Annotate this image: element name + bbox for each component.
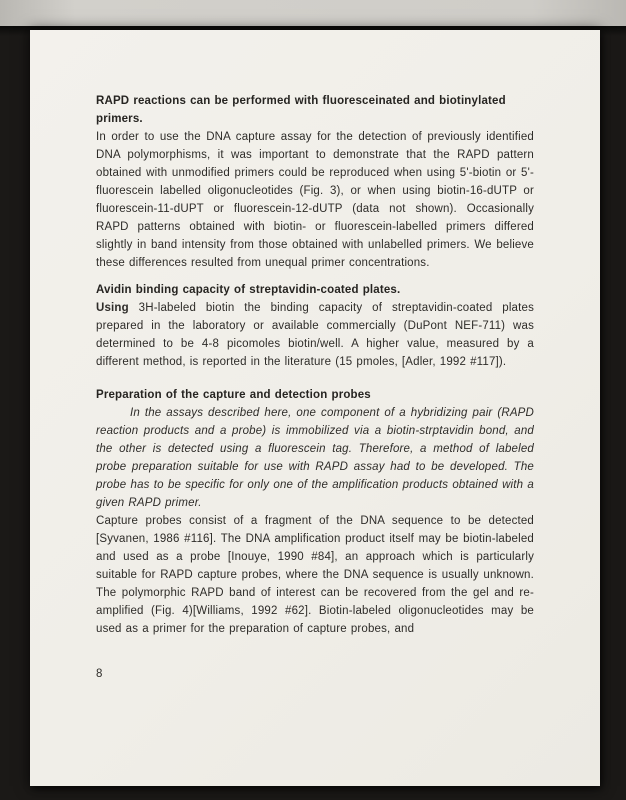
section-heading: Avidin binding capacity of streptavidin-coated plates. <box>96 284 401 296</box>
paragraph-lead-word: Using <box>96 302 129 314</box>
paragraph <box>96 299 534 371</box>
paragraph-italic: In the assays described here, one component of a hybridizing pair (RAPD reaction products and a probe) is immobilized via a biotin-strptavidin bond, and the other is detected using a fluorescein tag. Therefore, a method of labeled probe preparation suitable for use with RAPD assay had to be developed. The probe has to be specific for only one of the amplification products obtained with a given RAPD primer. <box>96 407 534 509</box>
section-probe-preparation <box>96 386 534 638</box>
section-heading: Preparation of the capture and detection probes <box>96 389 371 401</box>
document-page <box>30 30 600 786</box>
paragraph-text: 3H-labeled biotin the binding capacity of streptavidin-coated plates prepared in the laboratory or available commercially (DuPont NEF-711) was determined to be 4-8 picomoles biotin/well. A higher value, measured by a different method, is reported in the literature (15 pmoles, [Adler, 1992 #117]). <box>96 302 534 368</box>
scanner-bed-strip <box>0 0 626 27</box>
page-number: 8 <box>96 668 103 680</box>
section-rapd-reactions <box>96 92 534 272</box>
section-heading: RAPD reactions can be performed with fluoresceinated and biotinylated primers. <box>96 95 506 125</box>
page-text-block <box>96 92 534 683</box>
paragraph: Capture probes consist of a fragment of the DNA sequence to be detected [Syvanen, 1986 #116]. The DNA amplification product itself may be biotin-labeled and used as a probe [Inouye, 1990 #84], an approach which is particularly suitable for RAPD capture probes, where the DNA sequence is usually unknown. The polymorphic RAPD band of interest can be recovered from the gel and re-amplified (Fig. 4)[Williams, 1992 #62]. Biotin-labeled oligonucleotides may be used as a primer for the preparation of capture probes, and <box>96 515 534 635</box>
paragraph: In order to use the DNA capture assay for the detection of previously identified DNA polymorphisms, it was important to demonstrate that the RAPD pattern obtained with unmodified primers could be reproduced when using 5'-biotin or 5'-fluorescein labelled oligonucleotides (Fig. 3), or when using biotin-16-dUTP or fluorescein-11-dUPT or fluorescein-12-dUTP (data not shown). Occasionally RAPD patterns obtained with biotin- or fluorescein-labelled primers differed slightly in band intensity from those obtained with unlabelled primers. We believe these differences resulted from unequal primer concentrations. <box>96 131 534 269</box>
section-avidin-binding <box>96 281 534 371</box>
